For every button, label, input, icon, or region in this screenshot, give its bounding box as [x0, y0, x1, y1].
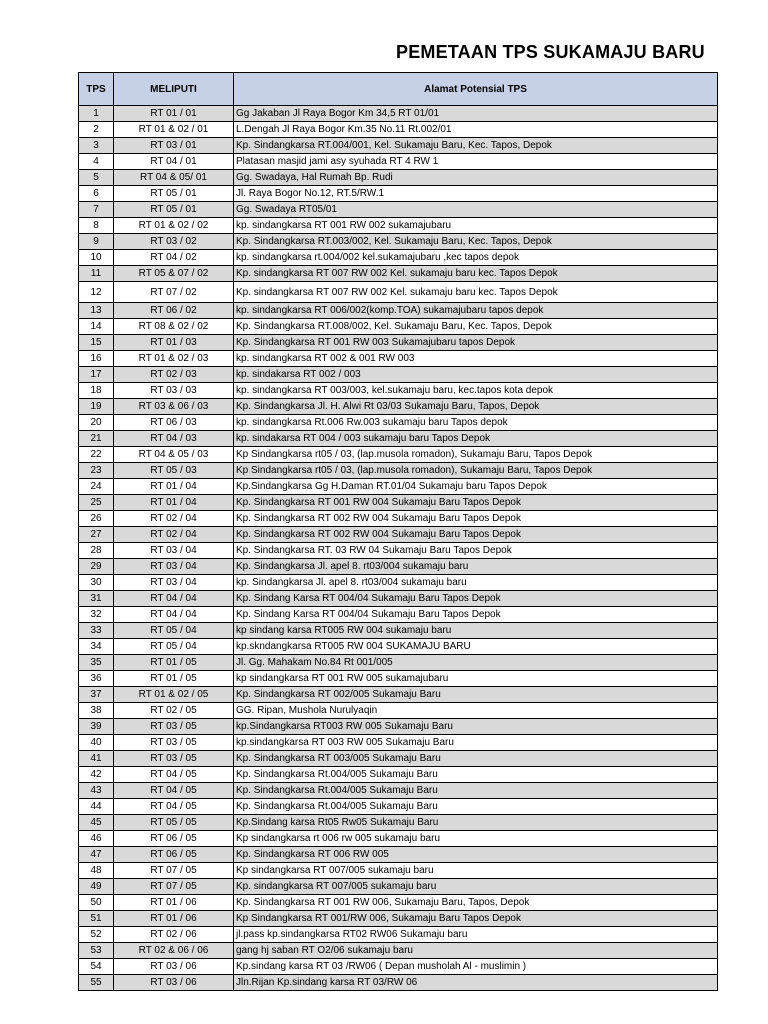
row-alamat: Kp. Sindang Karsa RT 004/04 Sukamaju Baru Tapos Depok [234, 607, 718, 623]
row-alamat: Kp. Sindangkarsa Rt.004/005 Sukamaju Baru [234, 767, 718, 783]
row-tps: 35 [79, 655, 114, 671]
row-alamat: Kp. Sindangkarsa RT. 03 RW 04 Sukamaju Baru Tapos Depok [234, 543, 718, 559]
row-tps: 46 [79, 831, 114, 847]
row-meliputi: RT 06 / 05 [114, 831, 234, 847]
row-alamat: kp. sindakarsa RT 004 / 003 sukamaju baru Tapos Depok [234, 431, 718, 447]
table-row [79, 527, 718, 543]
row-alamat: Kp. Sindangkarsa RT 002 RW 004 Sukamaju Baru Tapos Depok [234, 511, 718, 527]
row-tps: 12 [79, 282, 114, 303]
row-alamat: kp sindangkarsa RT 001 RW 005 sukamajubaru [234, 671, 718, 687]
table-row [79, 186, 718, 202]
row-alamat: kp. sindangkarsa rt.004/002 kel.sukamajubaru ,kec tapos depok [234, 250, 718, 266]
row-alamat: kp.skndangkarsa RT005 RW 004 SUKAMAJU BARU [234, 639, 718, 655]
table-row [79, 719, 718, 735]
table-row [79, 559, 718, 575]
row-meliputi: RT 02 & 06 / 06 [114, 943, 234, 959]
table-row [79, 154, 718, 170]
row-tps: 17 [79, 367, 114, 383]
row-tps: 23 [79, 463, 114, 479]
row-tps: 25 [79, 495, 114, 511]
row-meliputi: RT 08 & 02 / 02 [114, 319, 234, 335]
row-meliputi: RT 03 / 04 [114, 543, 234, 559]
row-meliputi: RT 07 / 05 [114, 863, 234, 879]
row-meliputi: RT 01 / 05 [114, 655, 234, 671]
row-alamat: Kp.sindang karsa RT 03 /RW06 ( Depan musholah Al - muslimin ) [234, 959, 718, 975]
table-row [79, 447, 718, 463]
row-alamat: Kp. sindangkarsa RT 007 RW 002 Kel. sukamaju baru kec. Tapos Depok [234, 282, 718, 303]
row-tps: 47 [79, 847, 114, 863]
row-tps: 4 [79, 154, 114, 170]
row-tps: 8 [79, 218, 114, 234]
row-alamat: Kp. Sindangkarsa RT.004/001, Kel. Sukamaju Baru, Kec. Tapos, Depok [234, 138, 718, 154]
row-alamat: Kp.Sindang karsa Rt05 Rw05 Sukamaju Baru [234, 815, 718, 831]
row-tps: 49 [79, 879, 114, 895]
row-tps: 21 [79, 431, 114, 447]
table-row [79, 511, 718, 527]
table-row [79, 106, 718, 122]
row-tps: 2 [79, 122, 114, 138]
page-title: PEMETAAN TPS SUKAMAJU BARU [396, 42, 705, 62]
row-alamat: Kp. Sindangkarsa Jl. H. Alwi Rt 03/03 Sukamaju Baru, Tapos, Depok [234, 399, 718, 415]
row-tps: 6 [79, 186, 114, 202]
table-row [79, 202, 718, 218]
table-row [79, 767, 718, 783]
row-meliputi: RT 04 / 04 [114, 607, 234, 623]
row-alamat: Kp. sindangkarsa RT 007 RW 002 Kel. sukamaju baru kec. Tapos Depok [234, 266, 718, 282]
row-meliputi: RT 03 / 01 [114, 138, 234, 154]
table-row [79, 927, 718, 943]
row-alamat: kp. Sindangkarsa Jl. apel 8. rt03/004 sukamaju baru [234, 575, 718, 591]
row-tps: 1 [79, 106, 114, 122]
table-row [79, 335, 718, 351]
row-tps: 33 [79, 623, 114, 639]
row-alamat: Gg. Swadaya RT05/01 [234, 202, 718, 218]
row-meliputi: RT 06 / 02 [114, 303, 234, 319]
table-row [79, 607, 718, 623]
row-alamat: kp. sindangkarsa RT 006/002(komp.TOA) sukamajubaru tapos depok [234, 303, 718, 319]
row-meliputi: RT 06 / 03 [114, 415, 234, 431]
table-row [79, 319, 718, 335]
table-row [79, 687, 718, 703]
row-meliputi: RT 01 / 01 [114, 106, 234, 122]
row-alamat: Kp. Sindangkarsa Jl. apel 8. rt03/004 sukamaju baru [234, 559, 718, 575]
table-row [79, 122, 718, 138]
header-meliputi: MELIPUTI [114, 73, 234, 106]
row-tps: 45 [79, 815, 114, 831]
row-tps: 37 [79, 687, 114, 703]
row-alamat: gang hj saban RT O2/06 sukamaju baru [234, 943, 718, 959]
table-row [79, 479, 718, 495]
row-meliputi: RT 01 / 06 [114, 911, 234, 927]
row-tps: 39 [79, 719, 114, 735]
row-meliputi: RT 02 / 04 [114, 511, 234, 527]
row-meliputi: RT 04 & 05 / 03 [114, 447, 234, 463]
row-meliputi: RT 02 / 03 [114, 367, 234, 383]
row-alamat: kp sindang karsa RT005 RW 004 sukamaju baru [234, 623, 718, 639]
table-row [79, 463, 718, 479]
row-tps: 16 [79, 351, 114, 367]
row-meliputi: RT 02 / 05 [114, 703, 234, 719]
row-meliputi: RT 01 & 02 / 05 [114, 687, 234, 703]
row-alamat: Kp. Sindangkarsa Rt.004/005 Sukamaju Baru [234, 799, 718, 815]
row-alamat: kp.Sindangkarsa RT003 RW 005 Sukamaju Baru [234, 719, 718, 735]
table-row [79, 138, 718, 154]
row-tps: 11 [79, 266, 114, 282]
row-meliputi: RT 01 / 03 [114, 335, 234, 351]
row-tps: 19 [79, 399, 114, 415]
row-tps: 51 [79, 911, 114, 927]
row-alamat: Kp Sindangkarsa RT 001/RW 006, Sukamaju Baru Tapos Depok [234, 911, 718, 927]
row-alamat: Kp. Sindangkarsa RT 001 RW 004 Sukamaju Baru Tapos Depok [234, 495, 718, 511]
row-meliputi: RT 04 & 05/ 01 [114, 170, 234, 186]
table-row [79, 943, 718, 959]
row-alamat: Kp. Sindangkarsa Rt.004/005 Sukamaju Baru [234, 783, 718, 799]
row-meliputi: RT 05 / 04 [114, 623, 234, 639]
row-tps: 3 [79, 138, 114, 154]
table-row [79, 431, 718, 447]
row-alamat: Jln.Rijan Kp.sindang karsa RT 03/RW 06 [234, 975, 718, 991]
row-meliputi: RT 01 / 04 [114, 495, 234, 511]
row-tps: 5 [79, 170, 114, 186]
table-row [79, 671, 718, 687]
table-body [79, 106, 718, 991]
row-meliputi: RT 03 / 05 [114, 751, 234, 767]
row-meliputi: RT 04 / 04 [114, 591, 234, 607]
row-tps: 24 [79, 479, 114, 495]
row-tps: 27 [79, 527, 114, 543]
row-meliputi: RT 07 / 02 [114, 282, 234, 303]
table-row [79, 234, 718, 250]
table-header-row [79, 73, 718, 106]
row-tps: 14 [79, 319, 114, 335]
table-row [79, 415, 718, 431]
row-tps: 44 [79, 799, 114, 815]
row-alamat: GG. Ripan, Mushola Nurulyaqin [234, 703, 718, 719]
row-tps: 15 [79, 335, 114, 351]
row-meliputi: RT 04 / 05 [114, 767, 234, 783]
table-row [79, 799, 718, 815]
row-tps: 48 [79, 863, 114, 879]
row-alamat: Kp Sindangkarsa rt05 / 03, (lap.musola romadon), Sukamaju Baru, Tapos Depok [234, 447, 718, 463]
row-alamat: Jl. Raya Bogor No.12, RT.5/RW.1 [234, 186, 718, 202]
tps-table [78, 72, 718, 991]
row-meliputi: RT 03 / 05 [114, 719, 234, 735]
row-alamat: L.Dengah Jl Raya Bogor Km.35 No.11 Rt.002/01 [234, 122, 718, 138]
row-tps: 28 [79, 543, 114, 559]
row-alamat: Kp. Sindangkarsa RT.003/002, Kel. Sukamaju Baru, Kec. Tapos, Depok [234, 234, 718, 250]
table-row [79, 959, 718, 975]
row-meliputi: RT 03 / 05 [114, 735, 234, 751]
row-alamat: Kp. Sindangkarsa RT 003/005 Sukamaju Baru [234, 751, 718, 767]
row-alamat: kp.sindangkarsa RT 003 RW 005 Sukamaju Baru [234, 735, 718, 751]
row-meliputi: RT 04 / 05 [114, 783, 234, 799]
table-row [79, 847, 718, 863]
table-row [79, 266, 718, 282]
table-row [79, 783, 718, 799]
row-alamat: Kp. Sindangkarsa RT.008/002, Kel. Sukamaju Baru, Kec. Tapos, Depok [234, 319, 718, 335]
row-tps: 53 [79, 943, 114, 959]
row-alamat: kp. sindangkarsa RT 003/003, kel.sukamaju baru, kec.tapos kota depok [234, 383, 718, 399]
table-row [79, 383, 718, 399]
row-tps: 55 [79, 975, 114, 991]
table-row [79, 863, 718, 879]
table-row [79, 399, 718, 415]
row-meliputi: RT 03 / 06 [114, 975, 234, 991]
row-alamat: Kp. Sindangkarsa RT 006 RW 005 [234, 847, 718, 863]
header-alamat: Alamat Potensial TPS [234, 73, 718, 106]
row-meliputi: RT 04 / 02 [114, 250, 234, 266]
row-meliputi: RT 01 / 05 [114, 671, 234, 687]
row-meliputi: RT 01 / 04 [114, 479, 234, 495]
row-alamat: Kp. sindangkarsa RT 007/005 sukamaju baru [234, 879, 718, 895]
table-row [79, 250, 718, 266]
row-tps: 36 [79, 671, 114, 687]
table-row [79, 575, 718, 591]
table-row [79, 282, 718, 303]
row-tps: 38 [79, 703, 114, 719]
row-meliputi: RT 04 / 05 [114, 799, 234, 815]
row-tps: 52 [79, 927, 114, 943]
table-row [79, 879, 718, 895]
table-row [79, 303, 718, 319]
table-row [79, 543, 718, 559]
row-alamat: Gg. Swadaya, Hal Rumah Bp. Rudi [234, 170, 718, 186]
row-tps: 43 [79, 783, 114, 799]
row-meliputi: RT 05 / 05 [114, 815, 234, 831]
row-meliputi: RT 07 / 05 [114, 879, 234, 895]
row-alamat: Kp. Sindangkarsa RT 001 RW 006, Sukamaju Baru, Tapos, Depok [234, 895, 718, 911]
row-tps: 22 [79, 447, 114, 463]
row-meliputi: RT 03 & 06 / 03 [114, 399, 234, 415]
row-meliputi: RT 04 / 01 [114, 154, 234, 170]
row-tps: 30 [79, 575, 114, 591]
row-meliputi: RT 04 / 03 [114, 431, 234, 447]
row-tps: 50 [79, 895, 114, 911]
row-alamat: Jl. Gg. Mahakam No.84 Rt 001/005 [234, 655, 718, 671]
row-meliputi: RT 03 / 06 [114, 959, 234, 975]
row-alamat: Kp. Sindangkarsa RT 002 RW 004 Sukamaju Baru Tapos Depok [234, 527, 718, 543]
table-row [79, 170, 718, 186]
row-meliputi: RT 01 & 02 / 01 [114, 122, 234, 138]
header-tps: TPS [79, 73, 114, 106]
row-tps: 32 [79, 607, 114, 623]
row-meliputi: RT 03 / 04 [114, 559, 234, 575]
row-meliputi: RT 03 / 03 [114, 383, 234, 399]
row-tps: 7 [79, 202, 114, 218]
row-meliputi: RT 05 & 07 / 02 [114, 266, 234, 282]
row-tps: 26 [79, 511, 114, 527]
row-tps: 9 [79, 234, 114, 250]
row-meliputi: RT 03 / 02 [114, 234, 234, 250]
row-meliputi: RT 06 / 05 [114, 847, 234, 863]
row-meliputi: RT 02 / 04 [114, 527, 234, 543]
row-alamat: kp. sindangkarsa RT 002 & 001 RW 003 [234, 351, 718, 367]
row-alamat: Kp. Sindang Karsa RT 004/04 Sukamaju Baru Tapos Depok [234, 591, 718, 607]
row-meliputi: RT 05 / 01 [114, 202, 234, 218]
row-alamat: Kp Sindangkarsa rt05 / 03, (lap.musola romadon), Sukamaju Baru, Tapos Depok [234, 463, 718, 479]
table-row [79, 751, 718, 767]
row-alamat: Gg Jakaban Jl Raya Bogor Km 34,5 RT 01/01 [234, 106, 718, 122]
row-alamat: jl.pass kp.sindangkarsa RT02 RW06 Sukamaju baru [234, 927, 718, 943]
table-row [79, 351, 718, 367]
table-row [79, 895, 718, 911]
table-row [79, 639, 718, 655]
table-row [79, 591, 718, 607]
row-tps: 34 [79, 639, 114, 655]
row-alamat: Kp sindangkarsa rt 006 rw 005 sukamaju baru [234, 831, 718, 847]
row-meliputi: RT 01 & 02 / 03 [114, 351, 234, 367]
table-row [79, 495, 718, 511]
table-row [79, 703, 718, 719]
table-row [79, 655, 718, 671]
row-alamat: kp. sindangkarsa RT 001 RW 002 sukamajubaru [234, 218, 718, 234]
row-alamat: Kp. Sindangkarsa RT 002/005 Sukamaju Baru [234, 687, 718, 703]
row-tps: 10 [79, 250, 114, 266]
table-row [79, 623, 718, 639]
table-row [79, 367, 718, 383]
table-row [79, 735, 718, 751]
row-meliputi: RT 05 / 03 [114, 463, 234, 479]
row-meliputi: RT 05 / 01 [114, 186, 234, 202]
row-tps: 54 [79, 959, 114, 975]
row-alamat: Kp. Sindangkarsa RT 001 RW 003 Sukamajubaru tapos Depok [234, 335, 718, 351]
table-row [79, 815, 718, 831]
row-tps: 42 [79, 767, 114, 783]
table-row [79, 218, 718, 234]
row-alamat: kp. sindangkarsa Rt.006 Rw.003 sukamaju baru Tapos depok [234, 415, 718, 431]
row-meliputi: RT 01 / 06 [114, 895, 234, 911]
row-tps: 31 [79, 591, 114, 607]
row-tps: 41 [79, 751, 114, 767]
row-meliputi: RT 01 & 02 / 02 [114, 218, 234, 234]
row-tps: 20 [79, 415, 114, 431]
row-tps: 40 [79, 735, 114, 751]
row-meliputi: RT 05 / 04 [114, 639, 234, 655]
row-tps: 13 [79, 303, 114, 319]
table-row [79, 975, 718, 991]
row-meliputi: RT 02 / 06 [114, 927, 234, 943]
row-tps: 18 [79, 383, 114, 399]
table-row [79, 831, 718, 847]
row-meliputi: RT 03 / 04 [114, 575, 234, 591]
row-alamat: Platasan masjid jami asy syuhada RT 4 RW 1 [234, 154, 718, 170]
row-alamat: Kp.Sindangkarsa Gg H.Daman RT.01/04 Sukamaju baru Tapos Depok [234, 479, 718, 495]
row-alamat: kp. sindakarsa RT 002 / 003 [234, 367, 718, 383]
row-tps: 29 [79, 559, 114, 575]
table-row [79, 911, 718, 927]
row-alamat: Kp sindangkarsa RT 007/005 sukamaju baru [234, 863, 718, 879]
